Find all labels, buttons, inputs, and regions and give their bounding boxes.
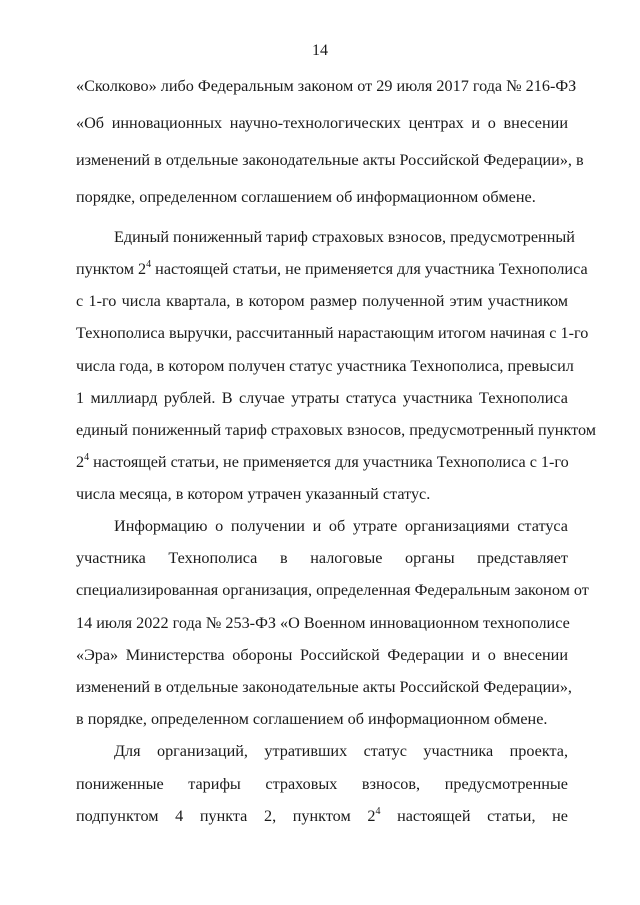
- page-number: 14: [312, 42, 328, 59]
- text-line: $2^4$ настоящей статьи, не применяется для участника Технополиса с 1-го: [76, 451, 569, 471]
- paragraph-first-line: Информацию о получении и об утрате организациями статуса: [114, 517, 568, 535]
- text-line: «Об инновационных научно-технологических центрах и о внесении: [76, 114, 568, 132]
- text-line: с 1-го числа квартала, в котором размер полученной этим участником: [76, 292, 568, 310]
- text-line: числа года, в котором получен статус участника Технополиса, превысил: [76, 357, 574, 375]
- text-line: подпунктом 4 пункта 2, пунктом $2^4$ настоящей статьи, не: [76, 805, 568, 825]
- text-line: в порядке, определенном соглашением об информационном обмене.: [76, 710, 548, 728]
- superscript: 4: [375, 805, 381, 817]
- text-line: пониженные тарифы страховых взносов, предусмотренные: [76, 775, 568, 793]
- text-line: Технополиса выручки, рассчитанный нарастающим итогом начиная с 1-го: [76, 324, 589, 342]
- text-line: порядке, определенном соглашением об информационном обмене.: [76, 188, 536, 206]
- text-line: изменений в отдельные законодательные акты Российской Федерации»,: [76, 678, 572, 696]
- paragraph-first-line: Единый пониженный тариф страховых взносов, предусмотренный: [114, 228, 575, 246]
- text-line: «Сколково» либо Федеральным законом от 29 июля 2017 года № 216-ФЗ: [76, 77, 577, 95]
- paragraph-first-line: Для организаций, утративших статус участника проекта,: [114, 742, 568, 760]
- text-line: 14 июля 2022 года № 253-ФЗ «О Военном инновационном технополисе: [76, 614, 570, 632]
- text-line: единый пониженный тариф страховых взносов, предусмотренный пунктом: [76, 421, 596, 439]
- text-line: пунктом $2^4$ настоящей статьи, не применяется для участника Технополиса: [76, 258, 588, 278]
- text-line: участника Технополиса в налоговые органы представляет: [76, 549, 568, 567]
- text-line: специализированная организация, определенная Федеральным законом от: [76, 581, 589, 599]
- text-line: изменений в отдельные законодательные акты Российской Федерации», в: [76, 151, 584, 169]
- superscript: 4: [146, 258, 152, 270]
- superscript: 4: [84, 451, 90, 463]
- text-line: 1 миллиард рублей. В случае утраты статуса участника Технополиса: [76, 389, 568, 407]
- text-line: «Эра» Министерства обороны Российской Федерации и о внесении: [76, 646, 568, 664]
- text-line: числа месяца, в котором утрачен указанный статус.: [76, 485, 431, 503]
